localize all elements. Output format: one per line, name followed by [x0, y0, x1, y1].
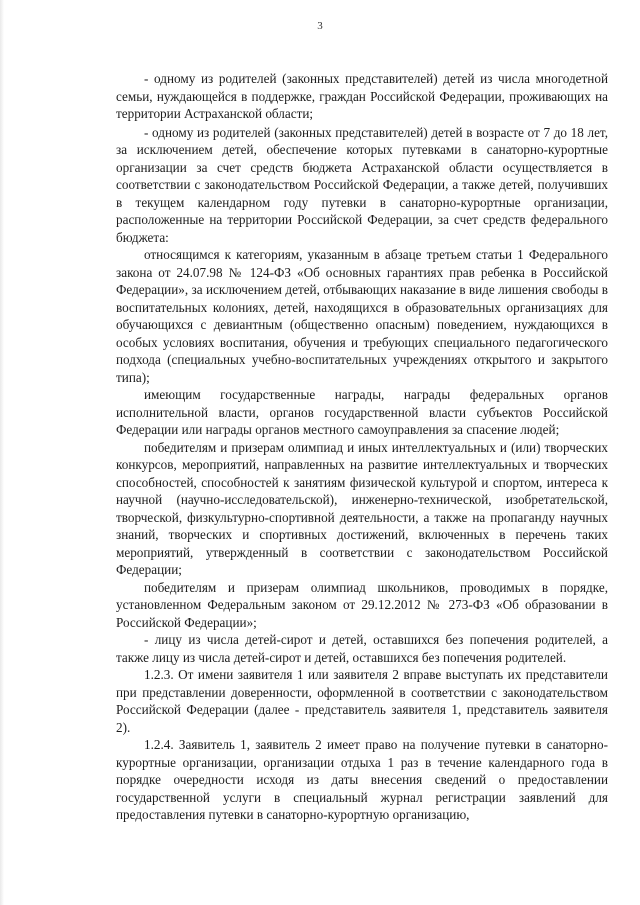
paragraph-olympiad-winners: победителям и призерам олимпиад и иных интеллектуальных и (или) творческих конкурсов, мероприятий, направленных на развитие интеллектуальных и творческих способностей, способностей к занятиям физической культурой и спортом, интереса к научной (научно-исследовательской), инженерно-технической, изобретательской, творческой, физкультурно-спортивной деятельности, а также на пропаганду научных знаний, творческих и спортивных достижений, включенных в перечень таких мероприятий, утвержденный в соответствии с законодательством Российской Федерации; [116, 439, 608, 577]
page-number: 3 [317, 20, 323, 32]
paragraph-school-olympiad-winners: победителям и призерам олимпиад школьников, проводимых в порядке, установленном Федеральным законом от 29.12.2012 № 273-ФЗ «Об образовании в Российской Федерации»; [116, 579, 608, 630]
document-body [116, 70, 608, 824]
scan-shadow-edge [0, 0, 4, 905]
paragraph-section-1-2-4: 1.2.4. Заявитель 1, заявитель 2 имеет право на получение путевки в санаторно-курортные организации, организации отдыха 1 раз в течение календарного года в порядке очередности исходя из даты внесения сведений о предоставлении государственной услуги в специальный журнал регистрации заявлений для предоставления путевки в санаторно-курортную организацию, [116, 737, 608, 822]
paragraph-children-7-18: - одному из родителей (законных представителей) детей в возрасте от 7 до 18 лет, за исключением детей, обеспечение которых путевками в санаторно-курортные организации за счет средств бюджета Астраханской области осуществляется в соответствии с законодательством Российской Федерации, а также детей, получивших в текущем календарном году путевки в санаторно-курортные организации, расположенные на территории Российской Федерации, за счет средств федерального бюджета: [116, 124, 608, 245]
paragraph-state-awards: имеющим государственные награды, награды федеральных органов исполнительной власти, органов государственной власти субъектов Российской Федерации или награды органов местного самоуправления за спасение людей; [116, 387, 608, 437]
paragraph-section-1-2-3: 1.2.3. От имени заявителя 1 или заявителя 2 вправе выступать их представители при представлении доверенности, оформленной в соответствии с законодательством Российской Федерации (далее - представитель заявителя 1, представитель заявителя 2). [116, 667, 608, 735]
paragraph-orphans: - лицу из числа детей-сирот и детей, оставшихся без попечения родителей, а также лицу из числа детей-сирот и детей, оставшихся без попечения родителей. [116, 632, 608, 665]
paragraph-large-family-parents: - одному из родителей (законных представителей) детей из числа многодетной семьи, нуждающейся в поддержке, граждан Российской Федерации, проживающих на территории Астраханской области; [116, 71, 608, 121]
paragraph-category-article-1: относящимся к категориям, указанным в абзаце третьем статьи 1 Федерального закона от 24.07.98 № 124-ФЗ «Об основных гарантиях прав ребенка в Российской Федерации», за исключением детей, отбывающих наказание в виде лишения свободы в воспитательных колониях, детей, находящихся в образовательных организациях для обучающихся с девиантным (общественно опасным) поведением, нуждающихся в особых условиях воспитания, обучения и требующих специального педагогического подхода (специальных учебно-воспитательных учреждениях открытого и закрытого типа); [116, 247, 608, 385]
